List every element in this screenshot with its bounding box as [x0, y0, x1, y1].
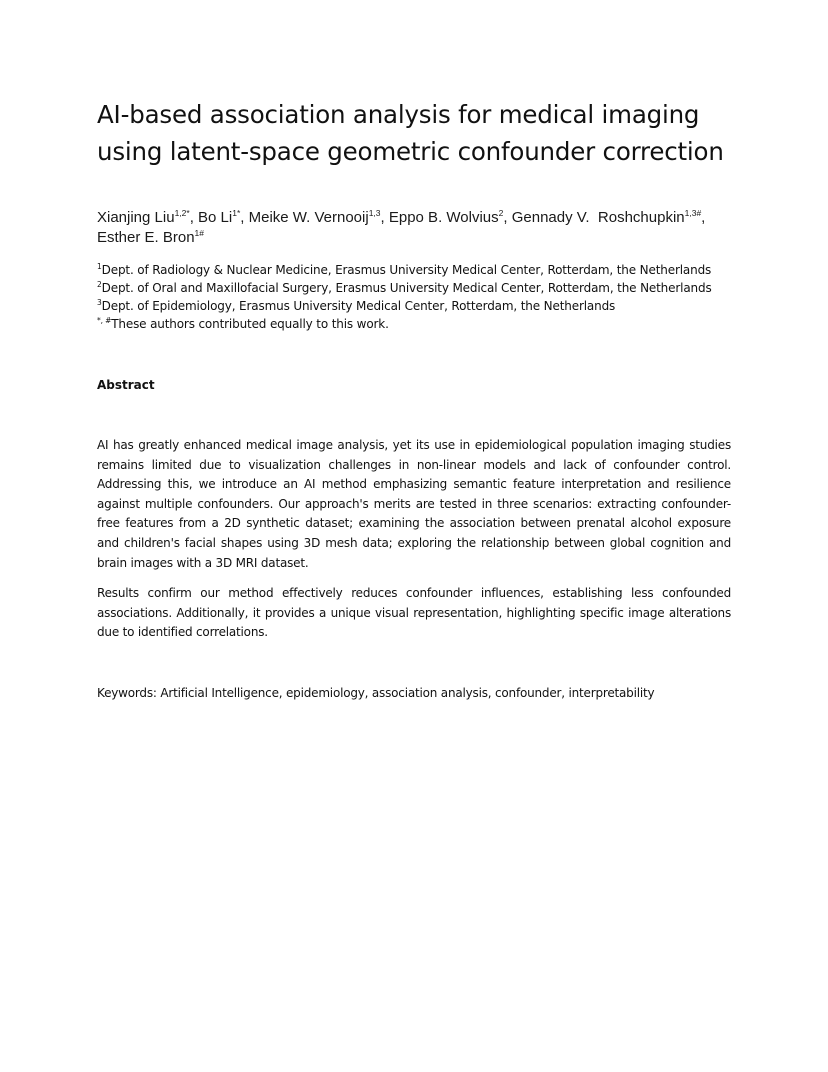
- author-affiliation-marker: 2: [498, 208, 504, 218]
- author-name: Meike W. Vernooij: [248, 209, 369, 226]
- author-list: [97, 208, 747, 248]
- keywords: Keywords: Artificial Intelligence, epidemiology, association analysis, confounder, interpretability: [97, 686, 655, 700]
- author-separator: ,: [701, 209, 706, 226]
- author-affiliation-marker: 1,3: [368, 208, 381, 218]
- affiliation: [97, 279, 757, 297]
- author-affiliation-marker: 1,3#: [684, 208, 702, 218]
- author-name: Gennady V. Roshchupkin: [511, 209, 685, 226]
- author: [97, 229, 204, 246]
- author: [512, 209, 706, 226]
- affiliation-marker: 3: [97, 298, 102, 307]
- footnote-marker: *, #: [97, 316, 112, 325]
- affiliation: [97, 297, 757, 315]
- author-separator: ,: [240, 209, 249, 226]
- equal-contribution-note: [97, 315, 757, 333]
- affiliation-text: Dept. of Epidemiology, Erasmus University Medical Center, Rotterdam, the Netherlands: [101, 299, 616, 313]
- author-name: Xianjing Liu: [97, 209, 175, 226]
- affiliation-list: [97, 261, 757, 333]
- author-affiliation-marker: 1*: [232, 208, 241, 218]
- author-name: Bo Li: [198, 209, 233, 226]
- footnote-text: These authors contributed equally to this work.: [111, 317, 389, 331]
- affiliation-text: Dept. of Oral and Maxillofacial Surgery, Erasmus University Medical Center, Rotterdam, the Netherlands: [101, 281, 712, 295]
- paper-title: AI-based association analysis for medical imaging using latent-space geometric confounder correction: [97, 100, 724, 166]
- abstract-heading: Abstract: [97, 378, 155, 392]
- author: [97, 209, 198, 226]
- author: [389, 209, 512, 226]
- affiliation-marker: 2: [97, 280, 102, 289]
- affiliation: [97, 261, 757, 279]
- author-affiliation-marker: 1,2*: [174, 208, 190, 218]
- author: [249, 209, 389, 226]
- author-separator: ,: [189, 209, 199, 226]
- author-affiliation-marker: 1#: [194, 228, 205, 238]
- author-name: Eppo B. Wolvius: [388, 209, 499, 226]
- abstract-paragraph: AI has greatly enhanced medical image analysis, yet its use in epidemiological population imaging studies remains limited due to visualization challenges in non-linear models and lack of confounder control. Addressing this, we introduce an AI method emphasizing semantic feature interpretation and resilience against multiple confounders. Our approach's merits are tested in three scenarios: extracting confounder-free features from a 2D synthetic dataset; examining the association between prenatal alcohol exposure and children's facial shapes using 3D mesh data; exploring the relationship between global cognition and brain images with a 3D MRI dataset.: [97, 438, 731, 570]
- affiliation-marker: 1: [97, 262, 102, 271]
- author-name: Esther E. Bron: [97, 229, 195, 246]
- abstract-paragraph: Results confirm our method effectively reduces confounder influences, establishing less confounded associations. Additionally, it provides a unique visual representation, highlighting specific image alterations due to identified correlations.: [97, 586, 731, 640]
- author-separator: ,: [380, 209, 389, 226]
- affiliation-text: Dept. of Radiology & Nuclear Medicine, Erasmus University Medical Center, Rotterdam, the Netherlands: [101, 263, 712, 277]
- author-separator: ,: [503, 209, 512, 226]
- author: [198, 209, 249, 226]
